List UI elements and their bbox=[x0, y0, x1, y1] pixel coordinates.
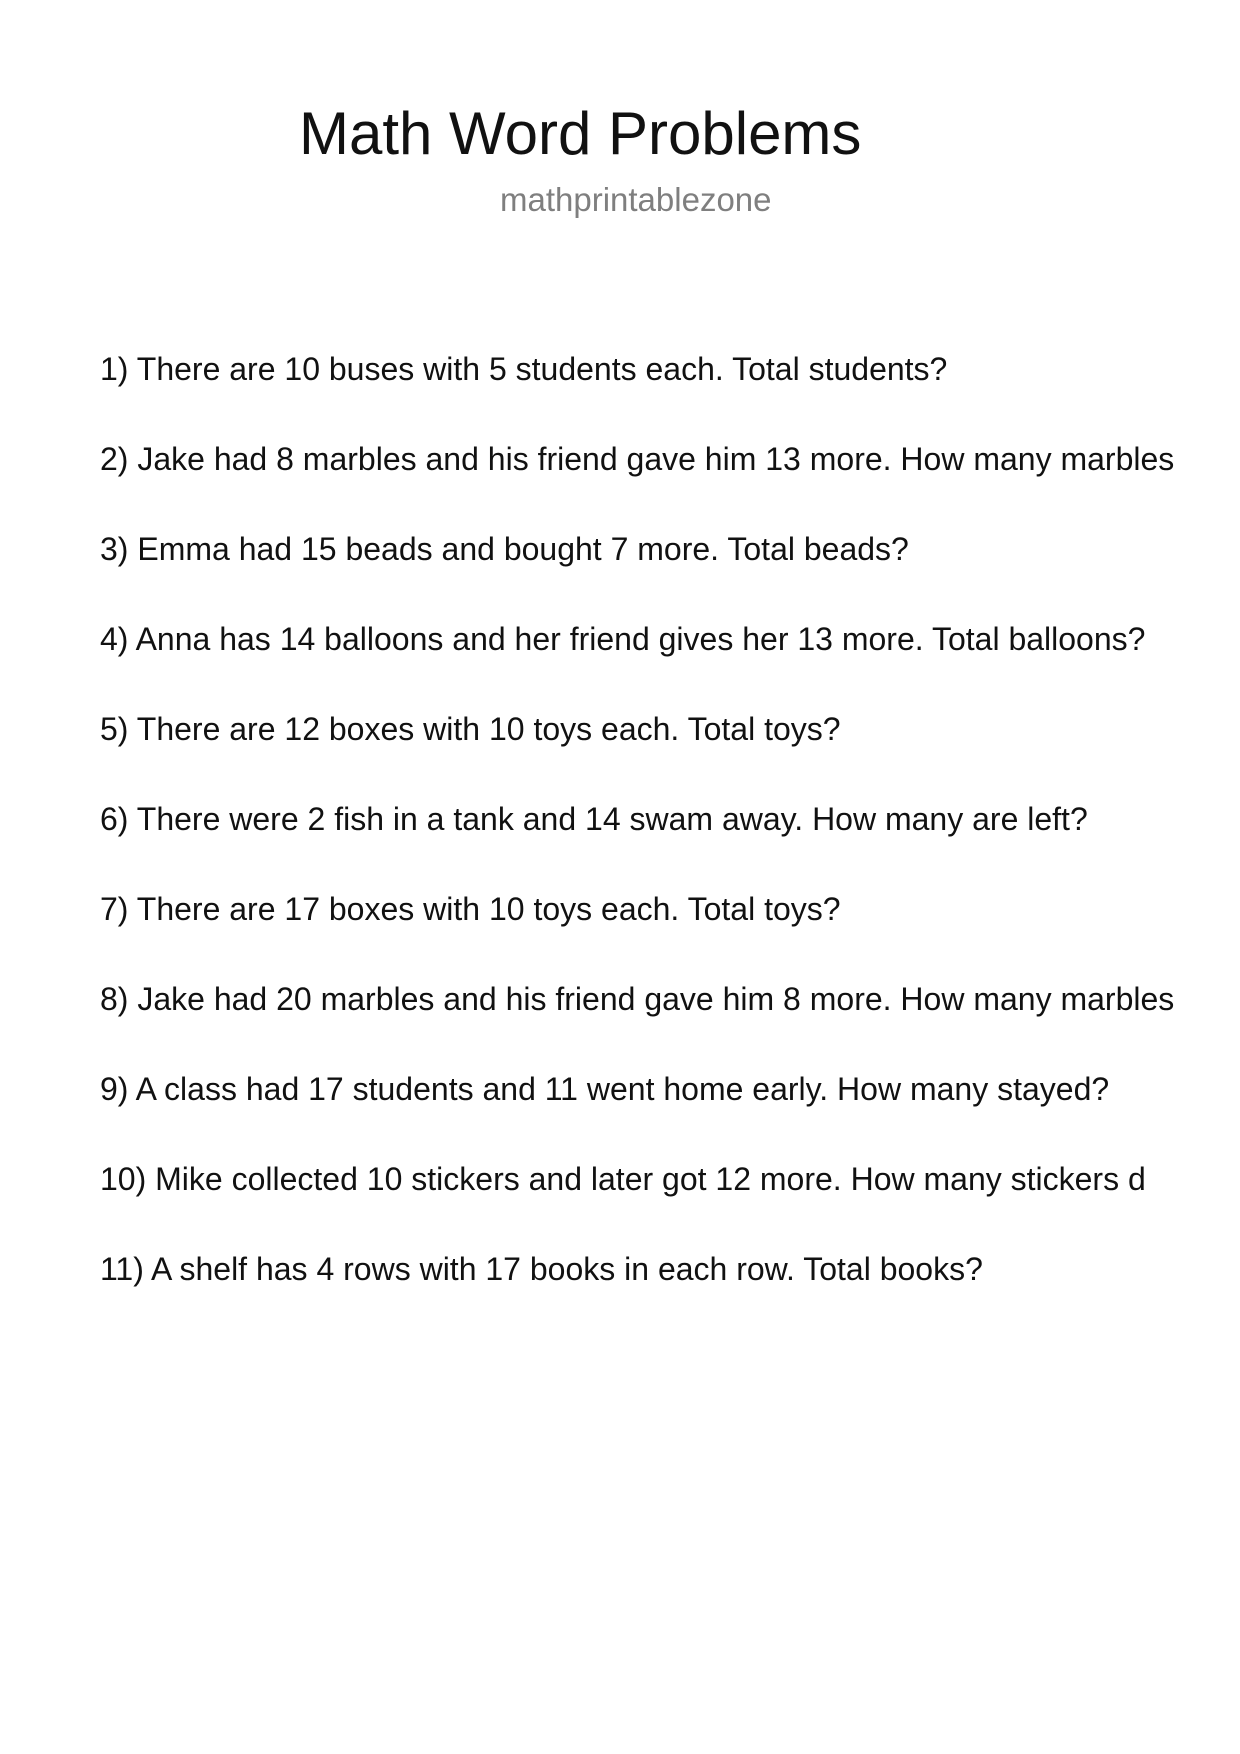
problem-9: 9) A class had 17 students and 11 went home early. How many stayed? bbox=[100, 1071, 1110, 1107]
problem-8: 8) Jake had 20 marbles and his friend gave him 8 more. How many marbles bbox=[100, 981, 1175, 1017]
problem-list bbox=[100, 349, 1240, 1339]
problem-6: 6) There were 2 fish in a tank and 14 swam away. How many are left? bbox=[100, 801, 1088, 837]
page-subtitle: mathprintablezone bbox=[500, 181, 772, 218]
problem-7: 7) There are 17 boxes with 10 toys each. Total toys? bbox=[100, 891, 841, 927]
problem-10: 10) Mike collected 10 stickers and later got 12 more. How many stickers d bbox=[100, 1161, 1146, 1197]
page-title: Math Word Problems bbox=[299, 100, 862, 167]
problem-11: 11) A shelf has 4 rows with 17 books in each row. Total books? bbox=[100, 1251, 983, 1287]
problem-1: 1) There are 10 buses with 5 students each. Total students? bbox=[100, 351, 948, 387]
problem-4: 4) Anna has 14 balloons and her friend gives her 13 more. Total balloons? bbox=[100, 621, 1146, 657]
problem-5: 5) There are 12 boxes with 10 toys each. Total toys? bbox=[100, 711, 841, 747]
problem-2: 2) Jake had 8 marbles and his friend gave him 13 more. How many marbles bbox=[100, 441, 1175, 477]
problem-3: 3) Emma had 15 beads and bought 7 more. Total beads? bbox=[100, 531, 909, 567]
